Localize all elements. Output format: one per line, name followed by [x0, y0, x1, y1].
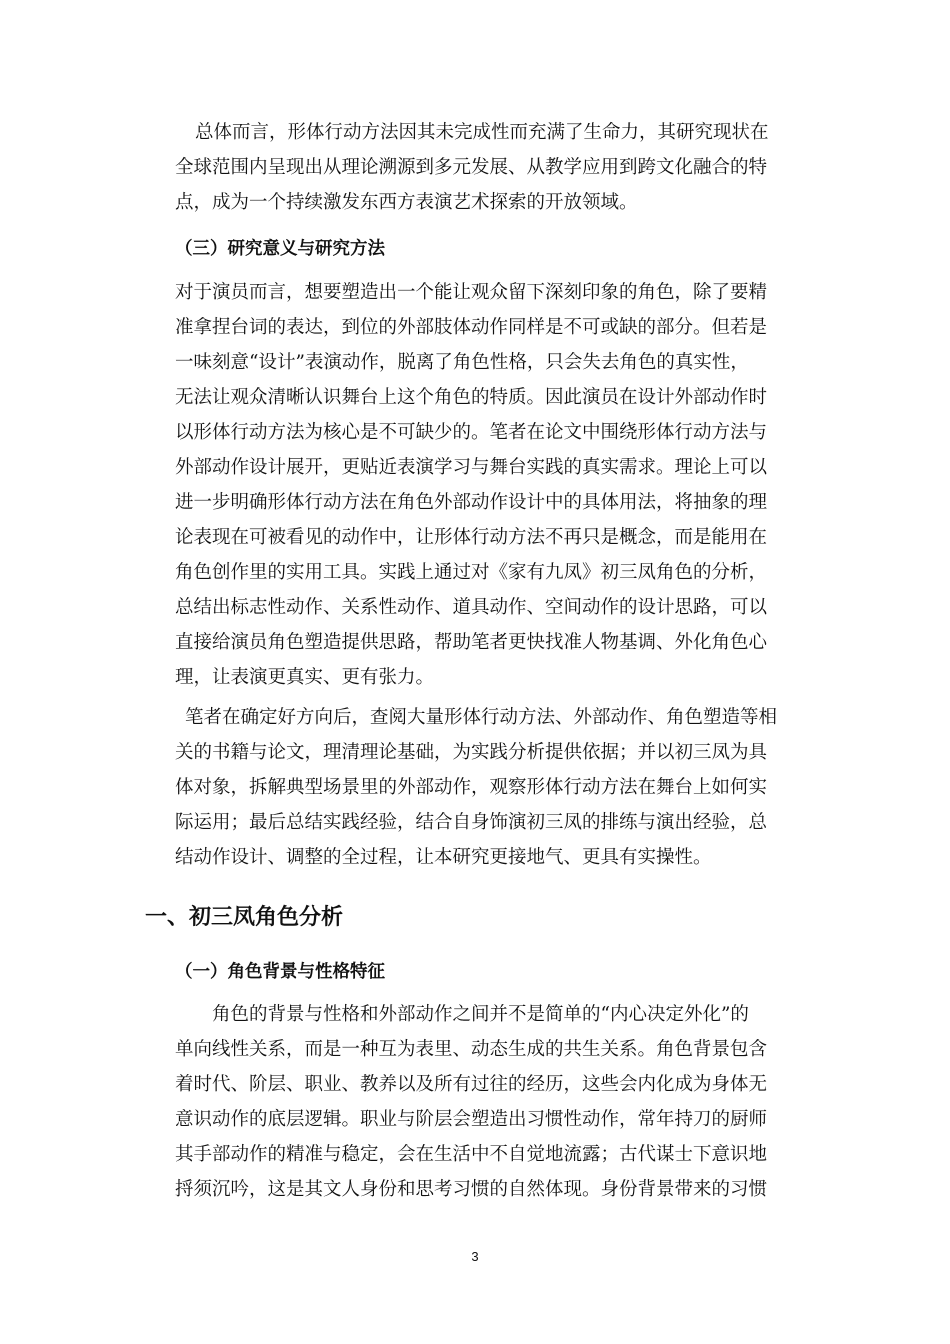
page-number: 3 [471, 1249, 479, 1264]
text-line: 角色的背景与性格和外部动作之间并不是简单的“内心决定外化”的 [212, 1004, 749, 1025]
text-line: 对于演员而言，想要塑造出一个能让观众留下深刻印象的角色，除了要精 [175, 282, 768, 303]
text-line: 其手部动作的精准与稳定，会在生活中不自觉地流露；古代谋士下意识地 [175, 1144, 768, 1165]
text-line: 理，让表演更真实、更有张力。 [175, 667, 435, 688]
text-line: 关的书籍与论文，理清理论基础，为实践分析提供依据；并以初三凤为具 [175, 742, 768, 763]
text-line: 总体而言，形体行动方法因其未完成性而充满了生命力，其研究现状在 [195, 122, 769, 143]
text-line: 结动作设计、调整的全过程，让本研究更接地气、更具有实操性。 [175, 847, 712, 868]
text-line: 点，成为一个持续激发东西方表演艺术探索的开放领域。 [175, 192, 638, 213]
section-heading: （一）角色背景与性格特征 [175, 962, 385, 982]
text-line: 外部动作设计展开，更贴近表演学习与舞台实践的真实需求。理论上可以 [175, 457, 768, 478]
text-line: 总结出标志性动作、关系性动作、道具动作、空间动作的设计思路，可以 [175, 597, 768, 618]
text-line: 进一步明确形体行动方法在角色外部动作设计中的具体用法，将抽象的理 [175, 492, 768, 513]
text-line: 着时代、阶层、职业、教养以及所有过往的经历，这些会内化成为身体无 [175, 1074, 768, 1095]
text-line: 单向线性关系，而是一种互为表里、动态生成的共生关系。角色背景包含 [175, 1039, 768, 1060]
text-line: 意识动作的底层逻辑。职业与阶层会塑造出习惯性动作，常年持刀的厨师 [175, 1109, 768, 1130]
text-line: 直接给演员角色塑造提供思路，帮助笔者更快找准人物基调、外化角色心 [175, 632, 768, 653]
text-line: 一味刻意“设计”表演动作，脱离了角色性格，只会失去角色的真实性， [175, 352, 749, 373]
section-heading-3: （三）研究意义与研究方法 [175, 239, 385, 259]
text-line: 以形体行动方法为核心是不可缺少的。笔者在论文中围绕形体行动方法与 [175, 422, 768, 443]
text-line: 角色创作里的实用工具。实践上通过对《家有九凤》初三凤角色的分析， [175, 562, 768, 583]
text-line: 际运用；最后总结实践经验，结合自身饰演初三凤的排练与演出经验，总 [175, 812, 768, 833]
text-line: 体对象，拆解典型场景里的外部动作，观察形体行动方法在舞台上如何实 [175, 777, 768, 798]
text-line: 全球范围内呈现出从理论溯源到多元发展、从教学应用到跨文化融合的特 [175, 157, 768, 178]
text-line: 捋须沉吟，这是其文人身份和思考习惯的自然体现。身份背景带来的习惯 [175, 1179, 768, 1200]
text-line: 笔者在确定好方向后，查阅大量形体行动方法、外部动作、角色塑造等相 [185, 707, 778, 728]
text-line: 准拿捏台词的表达，到位的外部肢体动作同样是不可或缺的部分。但若是 [175, 317, 768, 338]
chapter-heading: 一、初三凤角色分析 [145, 905, 344, 930]
text-line: 无法让观众清晰认识舞台上这个角色的特质。因此演员在设计外部动作时 [175, 387, 768, 408]
text-line: 论表现在可被看见的动作中，让形体行动方法不再只是概念，而是能用在 [175, 527, 768, 548]
